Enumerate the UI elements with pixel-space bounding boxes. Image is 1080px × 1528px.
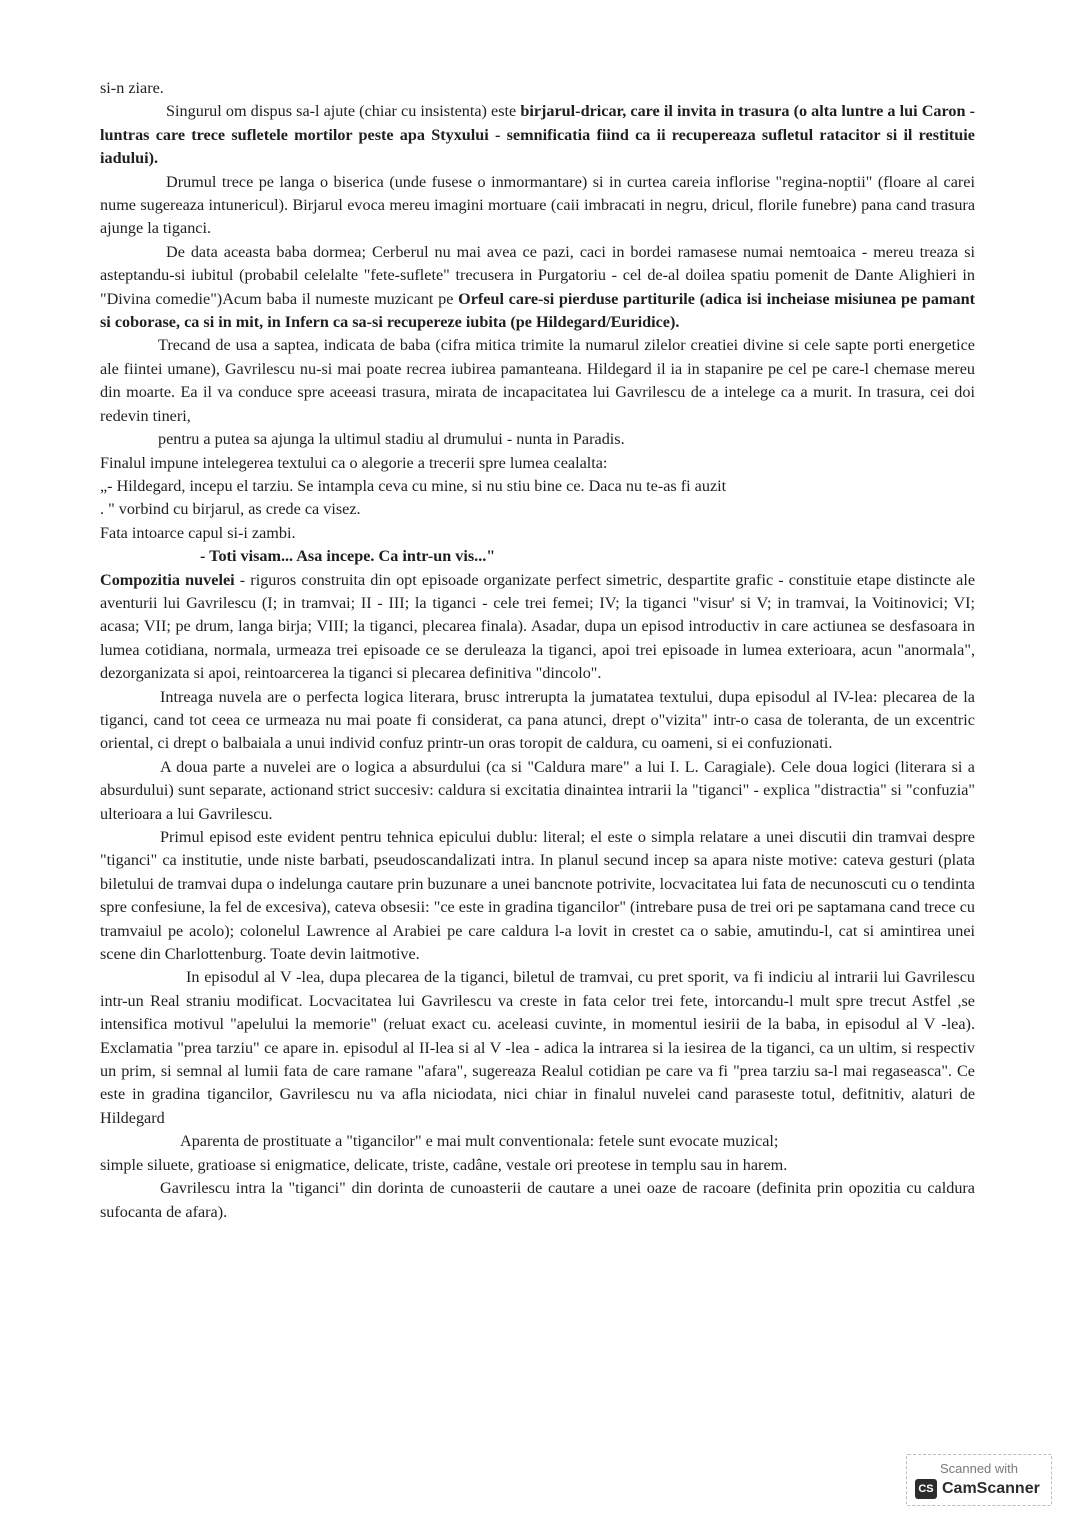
paragraph — [100, 241, 975, 335]
paragraph — [100, 334, 975, 428]
paragraph — [100, 1154, 975, 1177]
watermark-brand-row — [915, 1479, 1040, 1499]
text-span: Singurul om dispus sa-l ajute (chiar cu insistenta) este — [166, 102, 521, 121]
text-span: si-n ziare. — [100, 79, 164, 97]
text-span: Fata intoarce capul si-i zambi. — [100, 523, 296, 542]
text-span: De data aceasta baba dormea; Cerberul nu mai avea ce pazi, caci in bordei ramasese numai nemtoaica - mereu treaza si asteptandu-si iubitul (probabil celelalte "fete-suflete" trecusera in Purgatoriu - cel de-al doilea spatiu pomenit de Dante Alighieri in "Divina comedie")Acum baba il numeste muzicant pe — [100, 242, 975, 308]
paragraph — [100, 686, 975, 756]
paragraph — [100, 475, 975, 498]
text-span: „- Hildegard, incepu el tarziu. Se intampla ceva cu mine, si nu stiu bine ce. Daca nu te-as fi auzit — [100, 476, 727, 495]
bold-text: Compozitia nuvelei — [100, 570, 235, 589]
paragraph — [100, 966, 975, 1130]
paragraph — [100, 77, 975, 100]
watermark-brand: CamScanner — [942, 1480, 1040, 1497]
paragraph — [100, 1177, 975, 1224]
text-span: Primul episod este evident pentru tehnica epicului dublu: literal; el este o simpla relatare a unei discutii din tramvai despre "tiganci" ca institutie, unde niste barbati, pseudoscandalizati intra. In planul secund incep sa apara niste motive: cateva gesturi (plata biletului de tramvai dupa o indelunga cautare prin buzunare a unei bancnote potrivite, locvacitatea lui fata de necunoscuti cu o tendinta spre confesiune, la fel de excesiva), cateva obsesii: "ce este in gradina tigancilor" (intrebare pusa de trei ori pe saptamana cand trece cu tramvaiul pe acolo); colonelul Lawrence al Arabiei pe care caldura l-a lovit in crestet ca o sabie, amutindu-l, cat si amintirea unei scene din Charlottenburg. Toate devin laitmotive. — [100, 828, 975, 964]
text-span: Gavrilescu intra la "tiganci" din dorinta de cunoasterii de cautare a unei oaze de racoare (definita prin opozitia cu caldura sufocanta de afara). — [100, 1179, 975, 1221]
paragraph — [100, 545, 975, 568]
text-span: pentru a putea sa ajunga la ultimul stadiu al drumului - nunta in Paradis. — [158, 430, 625, 449]
paragraph — [100, 522, 975, 545]
text-span: . " vorbind cu birjarul, as crede ca visez. — [100, 500, 361, 519]
paragraph — [100, 826, 975, 966]
paragraph — [100, 452, 975, 475]
text-span: A doua parte a nuvelei are o logica a absurdului (ca si "Caldura mare" a lui I. L. Caragiale). Cele doua logici (literara si a absurdului) sunt separate, actionand strict succesiv: caldura si excitatia dinaintea intrarii la "tiganci" - explica "distractia" si "confuzia" ulterioara a lui Gavrilescu. — [100, 757, 975, 823]
bold-text: Orfeul care-si pierduse partiturile (adica isi incheiase misiunea pe pamant si coborase, ca si in mit, in Infern ca sa-si recupereze iubita (pe Hildegard/Euridice). — [100, 289, 975, 332]
paragraph — [100, 1130, 975, 1153]
bold-text: - Toti visam... Asa incepe. Ca intr-un vis..." — [200, 547, 496, 566]
text-span: Drumul trece pe langa o biserica (unde fusese o inmormantare) si in curtea careia inflorise "regina-noptii" (floare al carei nume sugereaza intunericul). Birjarul evoca mereu imagini mortuare (caii imbracati in negru, dricul, florile funebre) pana cand trasura ajunge la tiganci. — [100, 172, 975, 238]
bold-text: birjarul-dricar, care il invita in trasura (o alta luntre a lui Caron - luntras care trece sufletele mortilor peste apa Styxului - semnificatia fiind ca ii recupereaza sufletul ratacitor si il restituie iadului). — [100, 102, 975, 168]
camscanner-logo-icon: CS — [915, 1479, 937, 1499]
text-span: simple siluete, gratioase si enigmatice, delicate, triste, cadâne, vestale ori preotese in templu sau in harem. — [100, 1155, 788, 1174]
text-span: - riguros construita din opt episoade organizate perfect simetric, despartite grafic - constituie etape distincte ale aventurii lui Gavrilescu (I; in tramvai; II - III; la tiganci - cele trei femei; IV; la tiganci "visur' si V; in tramvai, la Voitinovici; VI; acasa; VII; pe drum, langa birja; VIII; la tiganci, plecarea finala). Asadar, dupa un episod introductiv in care actiunea se desfasoara in lumea cotidiana, normala, urmeaza trei episoade ce se deruleaza la tiganci, apoi trei episoade in lumea exterioara, acun "anormala", dezorganizata si apoi, reintoarcerea la tiganci si plecarea definitiva "dincolo". — [100, 570, 976, 683]
paragraph — [100, 498, 975, 521]
text-span: Finalul impune intelegerea textului ca o alegorie a trecerii spre lumea cealalta: — [100, 453, 608, 472]
text-span: In episodul al V -lea, dupa plecarea de la tiganci, biletul de tramvai, cu pret sporit, va fi indiciu al intrarii lui Gavrilescu intr-un Real straniu modificat. Locvacitatea lui Gavrilescu va creste in fata celor trei fete, intorcandu-l mult spre trecut Astfel ,se intensifica motivul "apelului la memorie" (reluat exact cu. aceleasi cuvinte, in momentul iesirii de la baba, in episodul al V -lea). Exclamatia "prea tarziu" ce apare in. episodul al II-lea si al V -lea - adica la intrarea si la iesirea de la tiganci, ca un ultim, si respectiv un prim, si semnal al lumii fata de care ramane "afara", sugereaza Realul cotidian pe care va fi "prea tarziu sa-l mai regaseasca". Ce este in gradina tigancilor, Gavrilescu nu va afla niciodata, nici chiar in finalul nuvelei cand paraseste totul, defitnitiv, alaturi de Hildegard — [100, 968, 975, 1127]
paragraph — [100, 100, 975, 170]
paragraph — [100, 428, 975, 451]
watermark-caption: Scanned with — [939, 1461, 1019, 1476]
text-span: Aparenta de prostituate a "tigancilor" e mai mult conventionala: fetele sunt evocate muzical; — [180, 1132, 779, 1151]
camscanner-watermark — [906, 1454, 1052, 1506]
document-body — [100, 77, 975, 1224]
paragraph — [100, 171, 975, 241]
text-span: Intreaga nuvela are o perfecta logica literara, brusc intrerupta la jumatatea textului, dupa episodul al IV-lea: plecarea de la tiganci, cand tot ceea ce urmeaza nu mai poate fi considerat, ca pana atunci, drept o"vizita" intr-o casa de toleranta, de un excentric oriental, ci drept o balbaiala a unui individ confuz printr-un oras toropit de caldura, cu oameni, si ei confuzionati. — [100, 687, 975, 753]
text-span: Trecand de usa a saptea, indicata de baba (cifra mitica trimite la numarul zilelor creatiei divine si cele sapte porti energetice ale fiintei umane), Gavrilescu nu-si mai poate recrea iubirea pamanteana. Hildegard il ia in stapanire pe cel pe care-l chemase mereu din moarte. Ea il va conduce spre aceeasi trasura, mirata de incapacitatea lui Gavrilescu de a intelege ca a murit. In trasura, cei doi redevin tineri, — [100, 336, 975, 425]
paragraph — [100, 756, 975, 826]
paragraph — [100, 569, 975, 686]
